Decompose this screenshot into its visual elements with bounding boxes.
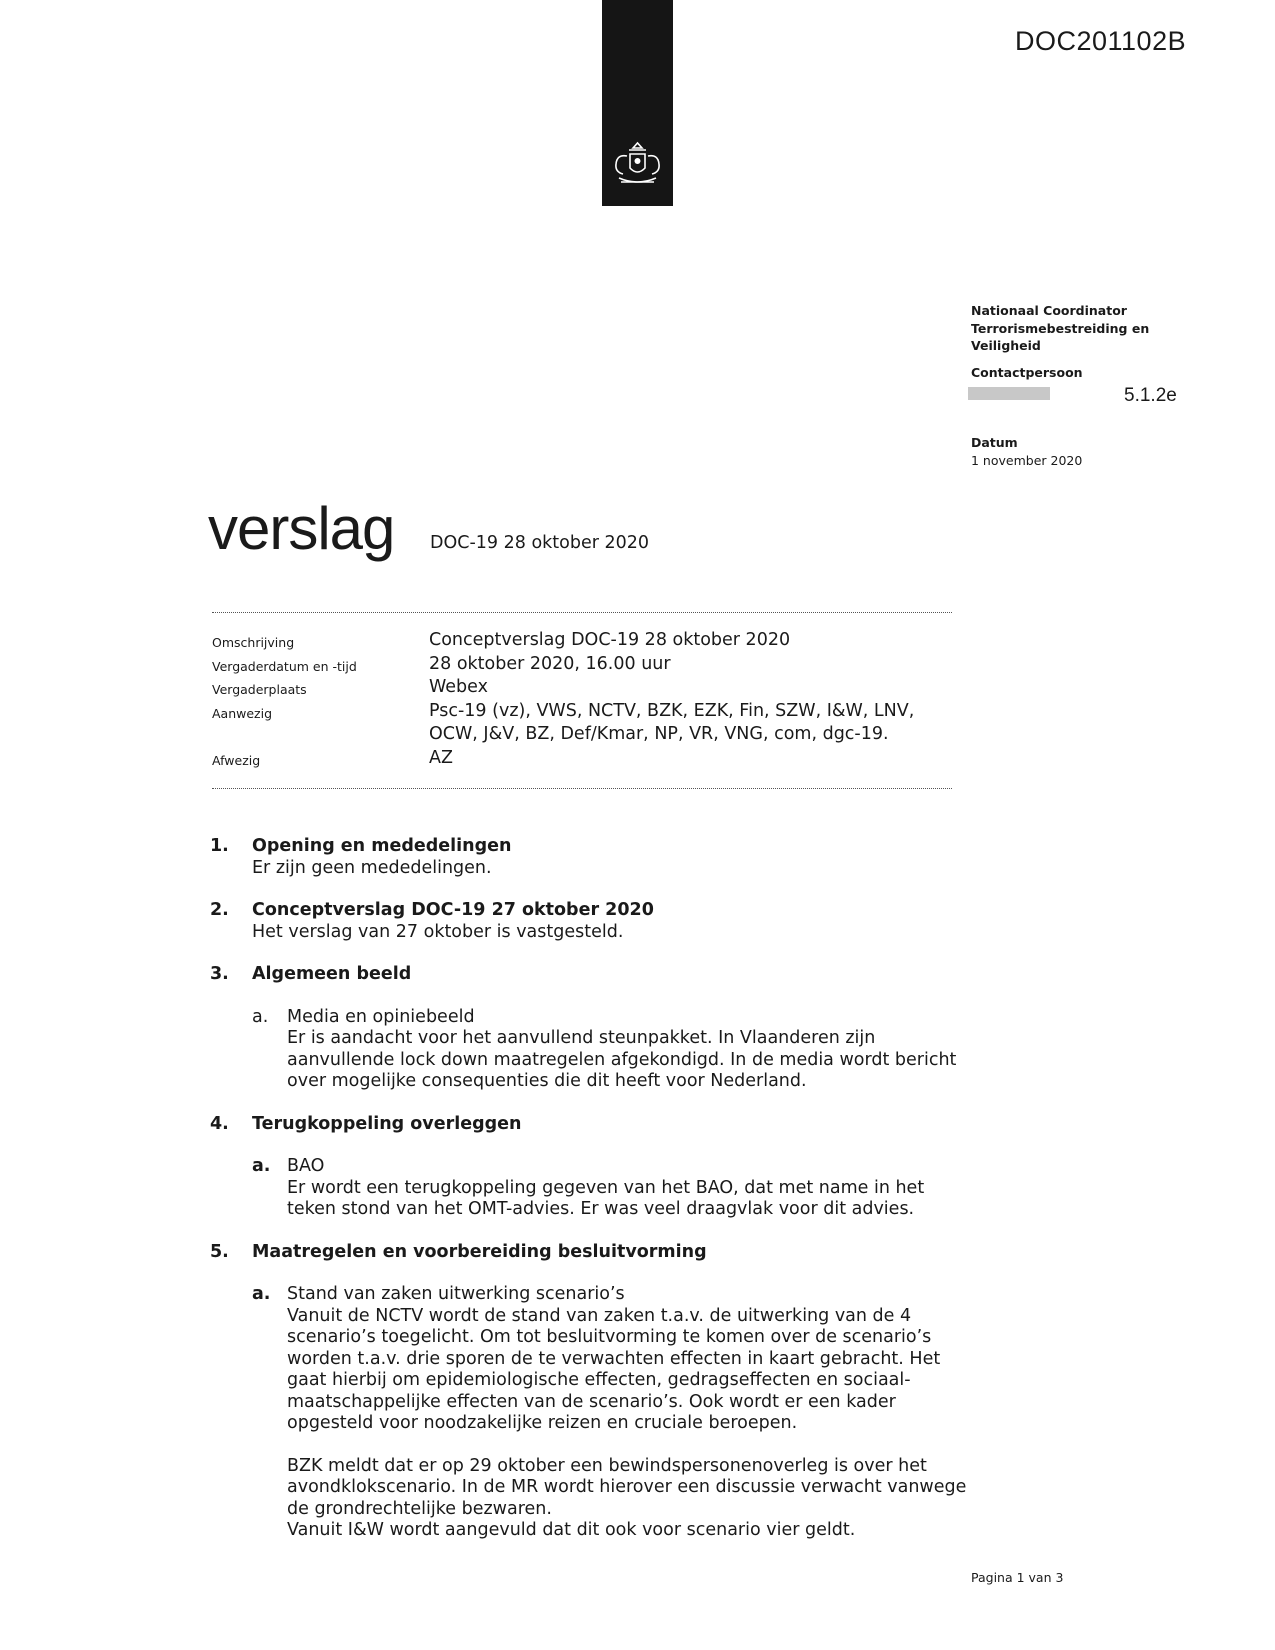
- subitem-paragraph: Er is aandacht voor het aanvullend steunpakket. In Vlaanderen zijn aanvullende lock down maatregelen afgekondigd. In de media wordt bericht over mogelijke consequenties die dit heeft voor Nederland.: [287, 1028, 957, 1091]
- coat-of-arms-icon: [609, 140, 666, 190]
- agenda-text: Het verslag van 27 oktober is vastgesteld.: [252, 921, 624, 942]
- date-label: Datum: [971, 435, 1018, 450]
- agenda-item: [210, 1242, 970, 1542]
- agenda-item: [210, 900, 970, 943]
- meta-value: Psc-19 (vz), VWS, NCTV, BZK, EZK, Fin, SZW, I&W, LNV, OCW, J&V, BZ, Def/Kmar, NP, VR, VNG, com, dgc-19.: [429, 700, 915, 744]
- redaction-code: 5.1.2e: [1124, 385, 1177, 406]
- agenda-number: 3.: [210, 964, 229, 984]
- meta-key: Vergaderplaats: [212, 682, 307, 697]
- subitem-paragraph: BZK meldt dat er op 29 oktober een bewindspersonenoverleg is over het avondklokscenario. In de MR wordt hierover een discussie verwacht vanwege de grondrechtelijke bezwaren.: [287, 1455, 967, 1519]
- agenda-title: Terugkoppeling overleggen: [252, 1113, 522, 1134]
- subitem-heading: Media en opiniebeeld: [287, 1006, 475, 1027]
- subitem-paragraph: Vanuit I&W wordt aangevuld dat dit ook voor scenario vier geldt.: [287, 1520, 856, 1540]
- meta-value: 28 oktober 2020, 16.00 uur: [429, 653, 671, 674]
- meta-value: Webex: [429, 677, 488, 697]
- agenda-subitem: [252, 1284, 970, 1542]
- agenda-item: [210, 836, 970, 879]
- redaction-bar: [968, 387, 1050, 400]
- meta-row: [212, 653, 952, 677]
- subitem-letter: a.: [252, 1284, 271, 1304]
- subitem-paragraph: Vanuit de NCTV wordt de stand van zaken t.a.v. de uitwerking van de 4 scenario’s toegelicht. Om tot besluitvorming te komen over de scenario’s worden t.a.v. drie sporen de te verwachten effecten in kaart gebracht. Het gaat hierbij om epidemiologische effecten, gedragseffecten en sociaal-maatschappelijke effecten van de scenario’s. Ook wordt er een kader opgesteld voor noodzakelijke reizen en cruciale beroepen.: [287, 1305, 941, 1433]
- date-block: [971, 434, 1082, 470]
- sender-org-line: Terrorismebestreiding en: [971, 320, 1150, 336]
- agenda-title: Opening en mededelingen: [252, 836, 512, 856]
- meta-key: Omschrijving: [212, 635, 295, 650]
- document-subject: DOC-19 28 oktober 2020: [430, 533, 650, 553]
- agenda-item: [210, 964, 970, 1093]
- meta-row: [212, 700, 952, 747]
- agenda-number: 1.: [210, 836, 229, 856]
- divider: [212, 612, 952, 613]
- agenda-title: Conceptverslag DOC-19 27 oktober 2020: [252, 900, 654, 920]
- meta-row: [212, 676, 952, 700]
- report-body: [210, 836, 970, 1542]
- document-type-title: verslag: [208, 495, 395, 562]
- meta-value: AZ: [429, 747, 453, 768]
- agenda-subitem: [252, 1007, 970, 1093]
- agenda-text: Er zijn geen mededelingen.: [252, 857, 492, 878]
- sender-org-line: Veiligheid: [971, 338, 1041, 353]
- meta-key: Afwezig: [212, 752, 261, 768]
- agenda-number: 4.: [210, 1113, 229, 1134]
- agenda-item: [210, 1114, 970, 1221]
- meeting-meta-table: [212, 629, 952, 770]
- agenda-subitem: [252, 1156, 970, 1221]
- agenda-title: Algemeen beeld: [252, 964, 412, 984]
- divider: [212, 788, 952, 789]
- document-code: DOC201102B: [1015, 26, 1187, 56]
- agenda-number: 5.: [210, 1241, 229, 1262]
- date-value: 1 november 2020: [971, 453, 1083, 468]
- subitem-heading: BAO: [287, 1156, 325, 1176]
- subitem-letter: a.: [252, 1006, 269, 1027]
- agenda-title: Maatregelen en voorbereiding besluitvorming: [252, 1241, 707, 1262]
- subitem-heading: Stand van zaken uitwerking scenario’s: [287, 1284, 625, 1304]
- meta-value: Conceptverslag DOC-19 28 oktober 2020: [429, 630, 791, 650]
- page-number: Pagina 1 van 3: [971, 1570, 1064, 1585]
- meta-key: Vergaderdatum en -tijd: [212, 658, 357, 674]
- contact-label: Contactpersoon: [971, 364, 1083, 380]
- subitem-letter: a.: [252, 1156, 271, 1176]
- meta-row: [212, 629, 952, 653]
- government-logo-band: [602, 0, 673, 206]
- agenda-number: 2.: [210, 900, 229, 920]
- meta-key: Aanwezig: [212, 705, 273, 721]
- subitem-paragraph: Er wordt een terugkoppeling gegeven van het BAO, dat met name in het teken stond van het OMT-advies. Er was veel draagvlak voor dit advies.: [287, 1177, 925, 1219]
- sender-block: [971, 302, 1211, 381]
- meta-row: [212, 747, 952, 771]
- sender-org-line: Nationaal Coordinator: [971, 303, 1127, 318]
